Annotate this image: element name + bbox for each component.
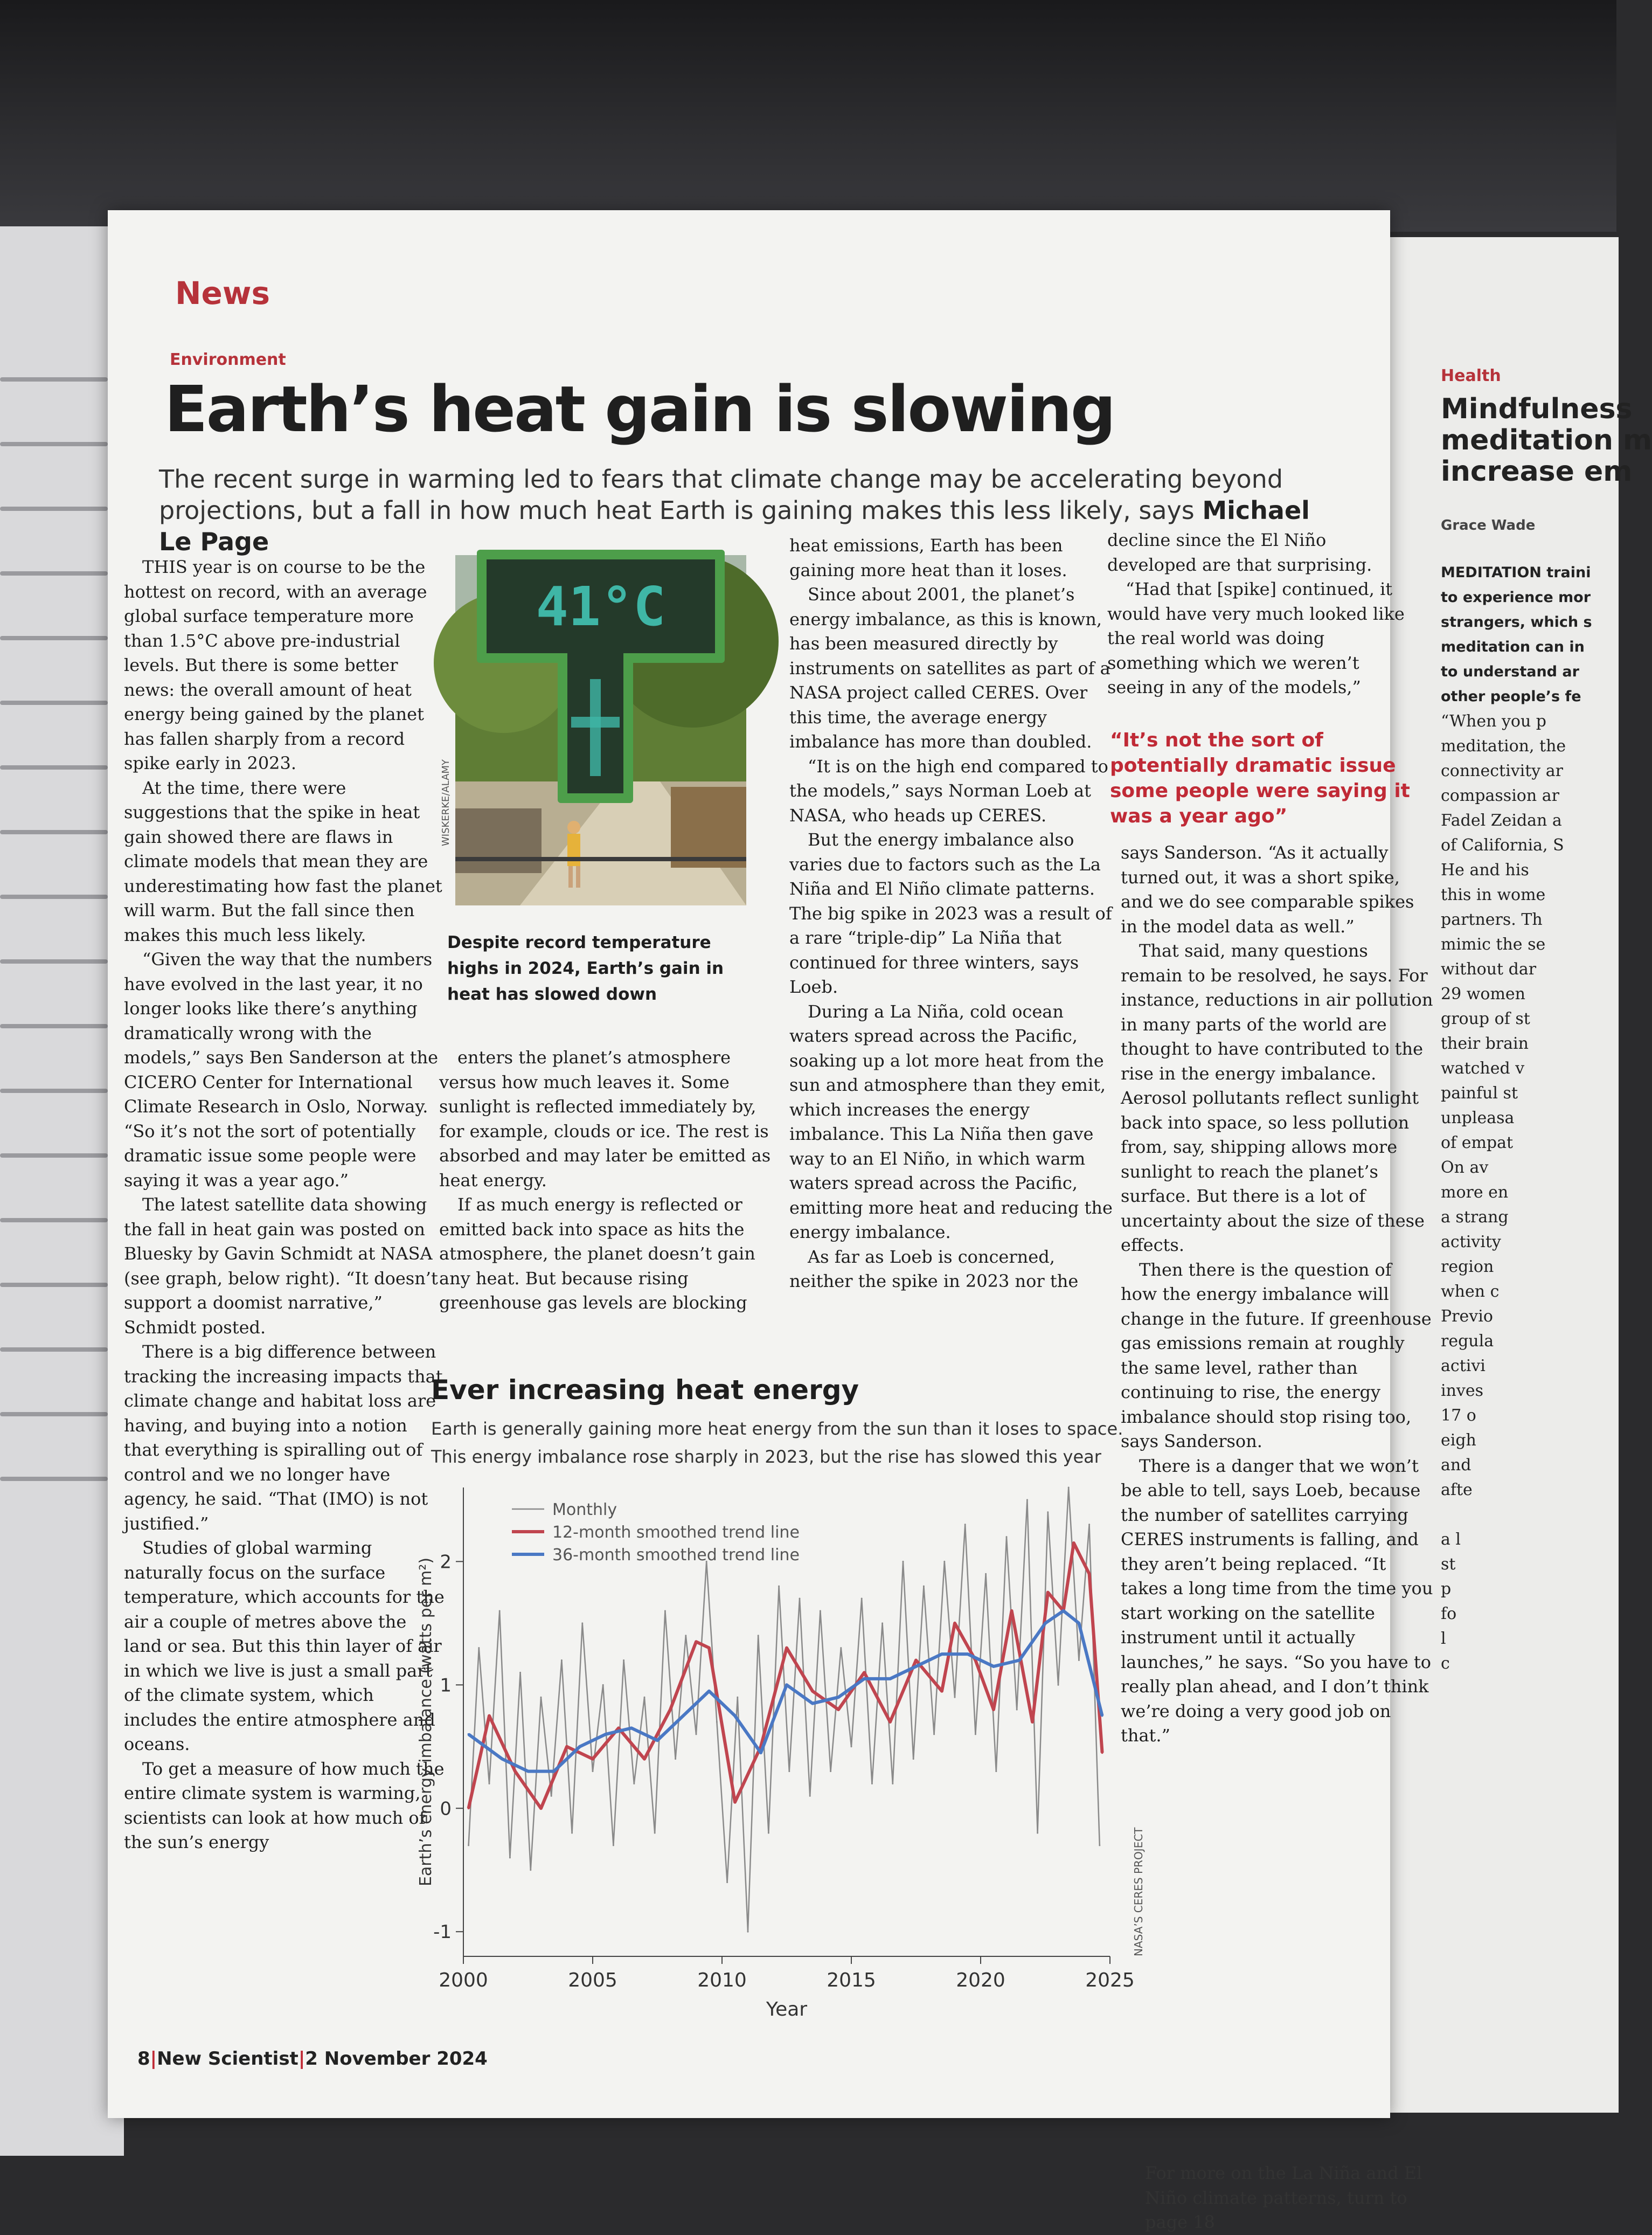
- data-point: [602, 1684, 604, 1686]
- standfirst-text: The recent surge in warming led to fears that climate change may be accelerating beyond projections, but a fall in how much heat Earth is gaining makes this less likely, says: [159, 465, 1283, 525]
- data-point: [1016, 1709, 1018, 1711]
- body-column-4: [1121, 841, 1433, 1748]
- next-page-line: this in wome: [1441, 885, 1546, 904]
- x-tick-label: 2010: [697, 1969, 747, 1991]
- photo-credit: WISKERKE/ALAMY: [440, 759, 452, 846]
- section-label: Environment: [170, 350, 286, 369]
- data-point: [519, 1672, 521, 1673]
- data-point: [768, 1832, 769, 1834]
- next-page-line: of California, S: [1441, 836, 1564, 855]
- paragraph: Then there is the question of how the energy imbalance will change in the future. If greenhouse gas emissions remain at roughly the same level, rather than continuing to rise, the energy imbalance should stop rising too, says Sanderson.: [1121, 1259, 1432, 1451]
- paragraph: At the time, there were suggestions that the spike in heat gain showed there are flaws in climate models that mean they are underestimating how fast the planet will warm. But the fall since then makes this much less likely.: [124, 777, 442, 945]
- data-point: [758, 1635, 759, 1636]
- data-point: [851, 1746, 852, 1747]
- data-point: [1058, 1684, 1059, 1686]
- next-page-line: unpleasa: [1441, 1109, 1515, 1127]
- data-point: [992, 1708, 995, 1711]
- data-point: [1099, 1844, 1100, 1846]
- data-point: [540, 1697, 542, 1698]
- sign-temperature: 41°C: [536, 575, 666, 638]
- photo-caption: Despite record temperature highs in 2024, Earth’s gain in heat has slowed down: [447, 933, 724, 1004]
- data-point: [915, 1665, 917, 1667]
- data-point: [995, 1770, 997, 1772]
- data-point: [468, 1844, 469, 1846]
- magazine-page: [108, 210, 1433, 2232]
- data-point: [540, 1807, 542, 1809]
- data-point: [820, 1610, 821, 1611]
- data-point: [734, 1801, 736, 1803]
- data-point: [811, 1690, 814, 1692]
- data-point: [954, 1697, 956, 1698]
- body-column-2: [439, 1046, 784, 1316]
- data-point: [1031, 1721, 1033, 1723]
- data-point: [581, 1622, 583, 1624]
- data-point: [985, 1573, 987, 1575]
- data-point: [871, 1783, 873, 1784]
- data-point: [501, 1758, 503, 1760]
- next-page-line: a strang: [1441, 1208, 1509, 1227]
- issue-date: 2 November 2024: [305, 2048, 488, 2070]
- next-page-line: 17 o: [1441, 1406, 1476, 1425]
- legend-label: 36-month smoothed trend line: [552, 1546, 800, 1565]
- data-point: [530, 1869, 531, 1871]
- data-point: [889, 1678, 891, 1680]
- paragraph: THIS year is on course to be the hottest on record, with an average global surface temperature more than 1.5°C above pre-industrial levels. But there is some better news: the overall amount of heat energy being gained by the planet has fallen sharply from a record spike early in 2023.: [124, 557, 427, 773]
- next-page-line: without dar: [1441, 960, 1537, 979]
- data-point: [726, 1881, 728, 1883]
- next-page-line: compassion ar: [1441, 786, 1559, 805]
- y-tick-label: -1: [433, 1921, 452, 1943]
- energy-imbalance-chart: [409, 1471, 1153, 2021]
- next-page-body: [1441, 561, 1619, 1908]
- paragraph: That said, many questions remain to be resolved, he says. For instance, reductions in air pollution in many parts of the world are thought to have contributed to the rise in the energy imbalance. Aerosol pollutants reflect sunlight back into space, so less pollution from, say, shipping allows more sunlight to reach the planet’s surface. But there is a lot of uncertainty about the size of these effects.: [1121, 940, 1433, 1255]
- data-point: [1011, 1610, 1013, 1612]
- data-point: [654, 1832, 656, 1834]
- paragraph: Studies of global warming naturally focus on the surface temperature, which accounts for the air a couple of metres above the land or sea. But this thin layer of air in which we live is just a small part of the climate system, which includes the entire atmosphere and oceans.: [124, 1538, 445, 1754]
- data-point: [468, 1733, 470, 1735]
- data-point: [737, 1697, 738, 1698]
- next-page-line: Previo: [1441, 1307, 1493, 1326]
- paragraph: “Given the way that the numbers have evolved in the last year, it no longer looks like there’s anything dramatically wrong with the models,” says Ben Sanderson at the CICERO Center for International Climate Research in Oslo, Norway. “So it’s not the sort of potentially dramatic issue some people were saying it was a year ago.”: [124, 949, 439, 1191]
- paragraph: If as much energy is reflected or emitted back into space as hits the atmosphere, the planet doesn’t gain any heat. But because rising greenhouse gas levels are blocking: [439, 1194, 755, 1313]
- data-point: [1068, 1487, 1070, 1489]
- legend-label: 12-month smoothed trend line: [552, 1523, 800, 1542]
- paragraph: To get a measure of how much the entire climate system is warming, scientists can look at how much of the sun’s energy: [124, 1758, 445, 1852]
- next-page-line: meditation, the: [1441, 737, 1566, 756]
- data-point: [696, 1733, 697, 1735]
- next-page-line: and: [1441, 1456, 1471, 1475]
- data-point: [1047, 1592, 1049, 1594]
- next-page-line: p: [1441, 1580, 1452, 1599]
- data-point: [809, 1795, 811, 1797]
- next-page-line: more en: [1441, 1183, 1509, 1202]
- next-page-line: their brain: [1441, 1034, 1529, 1053]
- data-point: [863, 1671, 865, 1673]
- paragraph: As far as Loeb is concerned, neither the spike in 2023 nor the: [789, 1246, 1079, 1291]
- x-tick-label: 2015: [827, 1969, 876, 1991]
- series-line-12-month-smoothed-trend-line: [469, 1543, 1102, 1808]
- data-point: [675, 1758, 676, 1760]
- next-page-line: [1441, 1503, 1619, 1527]
- data-point: [747, 1931, 749, 1933]
- data-point: [840, 1647, 842, 1649]
- data-point: [941, 1653, 943, 1655]
- data-point: [1018, 1659, 1021, 1662]
- next-page-line: other people’s fe: [1441, 688, 1581, 705]
- next-page-line: He and his: [1441, 861, 1529, 880]
- data-point: [799, 1598, 801, 1600]
- data-point: [903, 1561, 904, 1562]
- headline: Earth’s heat gain is slowing: [164, 372, 1115, 446]
- data-point: [561, 1659, 563, 1661]
- data-point: [605, 1733, 607, 1735]
- data-point: [760, 1752, 762, 1754]
- next-page-line: On av: [1441, 1158, 1489, 1177]
- data-point: [881, 1622, 883, 1624]
- data-point: [613, 1844, 614, 1846]
- magazine-name: New Scientist: [157, 2048, 299, 2070]
- data-point: [943, 1561, 945, 1562]
- data-point: [644, 1697, 645, 1698]
- data-point: [992, 1665, 995, 1667]
- next-page-line: of empat: [1441, 1133, 1514, 1152]
- paragraph: says Sanderson. “As it actually turned out, it was a short spike, and we do see comparable spikes in the model data as well.”: [1121, 842, 1414, 937]
- paragraph: During a La Niña, cold ocean waters spread across the Pacific, soaking up a lot more heat from the sun and atmosphere than they emit, which increases the energy imbalance. This La Niña then gave way to an El Niño, in which warm waters spread across the Pacific, emitting more heat and reducing the energy imbalance.: [789, 1001, 1113, 1242]
- desk-background: [0, 0, 1616, 232]
- data-point: [527, 1770, 529, 1773]
- x-tick-label: 2000: [439, 1969, 488, 1991]
- x-tick-label: 2025: [1085, 1969, 1135, 1991]
- legend-label: Monthly: [552, 1500, 617, 1519]
- paragraph: “It is on the high end compared to the models,” says Norman Loeb at NASA, who heads up CERES.: [789, 756, 1108, 826]
- data-point: [913, 1758, 914, 1760]
- paragraph: enters the planet’s atmosphere versus how much leaves it. Some sunlight is reflected immediately by, for example, clouds or ice. The rest is absorbed and may later be emitted as heat energy.: [439, 1047, 771, 1191]
- next-page-line: when c: [1441, 1282, 1500, 1301]
- data-point: [708, 1690, 710, 1692]
- data-point: [566, 1746, 568, 1748]
- data-point: [685, 1635, 686, 1636]
- paragraph: But the energy imbalance also varies due to factors such as the La Niña and El Niño climate patterns. The big spike in 2023 was a result of a rare “triple-dip” La Niña that continued for three winters, says Loeb.: [789, 829, 1112, 997]
- paragraph: The latest satellite data showing the fall in heat gain was posted on Bluesky by Gavin Schmidt at NASA (see graph, below right). “It doesn’t support a doomist narrative,” Schmidt posted.: [124, 1194, 438, 1338]
- chart-title: Ever increasing heat energy: [431, 1374, 859, 1406]
- next-page-line: regula: [1441, 1332, 1494, 1351]
- data-point: [1101, 1715, 1103, 1717]
- notebook-edge: [0, 226, 124, 2156]
- data-point: [830, 1770, 831, 1772]
- page-number: 8: [137, 2048, 150, 2070]
- data-point: [964, 1524, 966, 1525]
- y-tick-label: 1: [440, 1674, 452, 1697]
- data-point: [509, 1857, 511, 1858]
- data-point: [837, 1696, 839, 1698]
- data-point: [837, 1708, 839, 1711]
- cross-reference: For more on the La Niña and El Niño climate patterns, turn to page 18: [1145, 2163, 1422, 2232]
- next-page-line: inves: [1441, 1381, 1484, 1400]
- next-page-section: Health: [1441, 366, 1501, 385]
- next-page-line: to experience mor: [1441, 589, 1591, 606]
- data-point: [488, 1715, 490, 1717]
- next-page-title: Mindfulness meditation m increase em: [1441, 393, 1652, 488]
- data-point: [1088, 1524, 1090, 1525]
- body-column-1: [124, 555, 447, 1855]
- data-point: [967, 1653, 969, 1655]
- data-point: [1088, 1573, 1091, 1575]
- data-point: [499, 1610, 501, 1611]
- data-point: [1063, 1610, 1065, 1612]
- data-point: [716, 1721, 718, 1723]
- data-point: [514, 1770, 516, 1773]
- next-page-line: l: [1441, 1629, 1446, 1648]
- data-point: [592, 1758, 594, 1760]
- data-point: [954, 1622, 956, 1624]
- data-point: [975, 1733, 976, 1735]
- data-point: [1078, 1659, 1080, 1661]
- data-point: [1026, 1499, 1028, 1500]
- next-page-line: watched v: [1441, 1059, 1525, 1078]
- data-point: [489, 1783, 490, 1784]
- next-page-line: st: [1441, 1555, 1456, 1574]
- data-point: [571, 1832, 573, 1834]
- next-page-line: connectivity ar: [1441, 762, 1564, 780]
- data-point: [633, 1783, 635, 1784]
- data-point: [892, 1783, 893, 1784]
- data-point: [656, 1739, 658, 1741]
- paragraph: Since about 2001, the planet’s energy imbalance, as this is known, has been measured directly by instruments on satellites as part of a NASA project called CERES. Over this time, the average energy imbalance has more than doubled.: [789, 584, 1110, 752]
- data-point: [592, 1770, 594, 1772]
- next-page-author: Grace Wade: [1441, 517, 1536, 534]
- y-axis-label: Earth’s energy imbalance (watts per m²): [417, 1557, 435, 1887]
- data-point: [623, 1659, 624, 1661]
- data-point: [617, 1727, 620, 1729]
- next-page-line: 29 women: [1441, 985, 1525, 1004]
- body-column-4-top: [1107, 528, 1420, 700]
- data-point: [1047, 1511, 1049, 1513]
- data-point: [788, 1770, 790, 1772]
- data-point: [734, 1715, 736, 1717]
- paragraph: There is a big difference between tracking the increasing impacts that climate change and habitat loss are having, and buying into a notion that everything is spiralling out of control and we no longer have agency, he said. “That (IMO) is not justified.”: [124, 1341, 443, 1534]
- next-page-line: afte: [1441, 1480, 1473, 1499]
- next-page-line: MEDITATION traini: [1441, 564, 1591, 581]
- next-page-line: meditation can in: [1441, 639, 1585, 655]
- data-point: [933, 1733, 935, 1735]
- next-page-line: activi: [1441, 1357, 1486, 1375]
- data-point: [786, 1647, 788, 1649]
- next-page-line: Fadel Zeidan a: [1441, 811, 1562, 830]
- next-page-line: partners. Th: [1441, 910, 1543, 929]
- next-page-line: painful st: [1441, 1084, 1518, 1103]
- news-label: News: [175, 275, 270, 312]
- next-page-line: “When you p: [1441, 712, 1547, 731]
- paragraph: “Had that [spike] continued, it would have very much looked like the real world was doing something which we weren’t seeing in any of the models,”: [1107, 579, 1405, 697]
- next-page-line: to understand ar: [1441, 663, 1579, 680]
- data-point: [630, 1727, 633, 1729]
- next-page-line: mimic the se: [1441, 935, 1546, 954]
- data-point: [1101, 1752, 1103, 1754]
- data-point: [786, 1684, 788, 1686]
- data-point: [669, 1708, 671, 1711]
- data-point: [1078, 1622, 1080, 1624]
- data-point: [1044, 1622, 1046, 1624]
- data-point: [695, 1641, 697, 1643]
- paragraph: decline since the El Niño developed are that surprising.: [1107, 530, 1372, 575]
- page-footer: 8|New Scientist|2 November 2024: [137, 2048, 488, 2070]
- pull-quote: “It’s not the sort of potentially dramatic issue some people were saying it was a year ago”: [1110, 729, 1410, 827]
- next-page-line: strangers, which s: [1441, 614, 1592, 631]
- data-point: [915, 1659, 917, 1662]
- data-point: [889, 1721, 891, 1723]
- x-tick-label: 2020: [956, 1969, 1005, 1991]
- data-point: [708, 1647, 710, 1649]
- data-point: [551, 1795, 552, 1797]
- body-column-3: [789, 534, 1113, 1294]
- y-tick-label: 2: [440, 1551, 452, 1573]
- data-point: [1073, 1542, 1075, 1544]
- data-point: [579, 1746, 581, 1748]
- next-page-line: eigh: [1441, 1431, 1476, 1450]
- x-axis-label: Year: [766, 1998, 808, 2021]
- data-point: [643, 1758, 645, 1760]
- data-point: [478, 1647, 480, 1649]
- next-page-line: region: [1441, 1257, 1494, 1276]
- data-point: [1037, 1832, 1038, 1834]
- next-page-line: c: [1441, 1654, 1450, 1673]
- next-page-line: group of st: [1441, 1009, 1530, 1028]
- data-point: [664, 1610, 666, 1611]
- data-point: [468, 1807, 470, 1809]
- data-point: [1006, 1536, 1008, 1538]
- next-page-line: activity: [1441, 1233, 1501, 1251]
- next-page-line: a l: [1441, 1530, 1461, 1549]
- thermometer-sign-photo: [455, 555, 746, 905]
- x-tick-label: 2005: [568, 1969, 617, 1991]
- data-point: [811, 1703, 814, 1705]
- y-tick-label: 0: [440, 1798, 452, 1820]
- paragraph: heat emissions, Earth has been gaining more heat than it loses.: [789, 535, 1067, 580]
- data-point: [682, 1715, 684, 1717]
- data-point: [778, 1586, 780, 1587]
- next-page-line: fo: [1441, 1604, 1457, 1623]
- data-point: [861, 1598, 863, 1600]
- data-point: [941, 1690, 943, 1692]
- data-point: [923, 1586, 925, 1587]
- paragraph: There is a danger that we won’t be able to tell, says Loeb, because the number of satellites carrying CERES instruments is falling, and they aren’t being replaced. “It takes a long time from the time you start working on the satellite instrument until it actually launches,” he says. “So you have to really plan ahead, and I don’t think we’re doing a very good job on that.”: [1121, 1455, 1433, 1746]
- data-point: [863, 1678, 865, 1680]
- data-point: [553, 1770, 555, 1773]
- author: Michael Le Page: [159, 496, 1310, 556]
- chart-subtitle: Earth is generally gaining more heat energy from the sun than it loses to space. This energy imbalance rose sharply in 2023, but the rise has slowed this year: [431, 1419, 1123, 1467]
- chart-source-credit: NASA’S CERES PROJECT: [1132, 1827, 1145, 1956]
